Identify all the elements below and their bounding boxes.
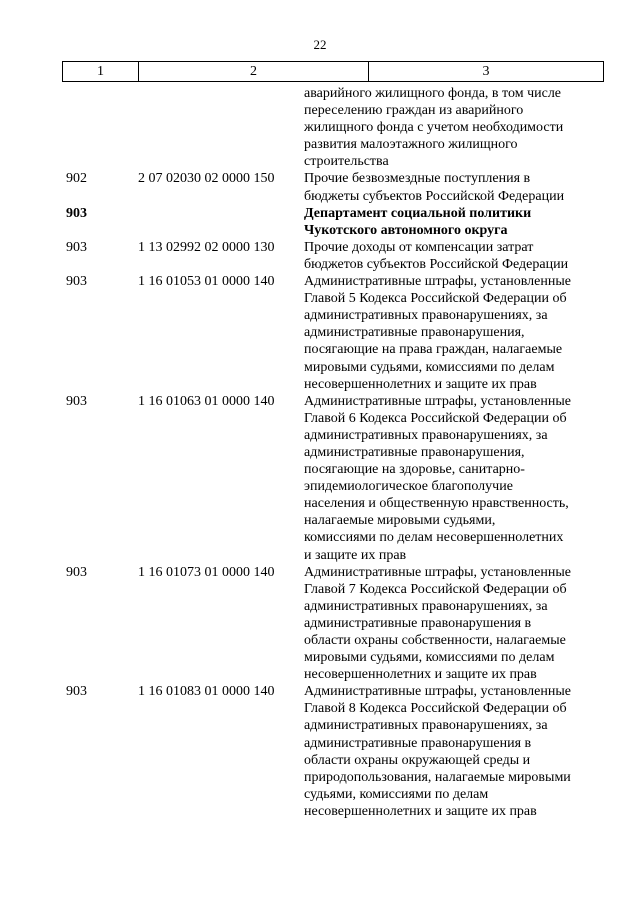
revenue-code-cell: 1 16 01063 01 0000 140 bbox=[138, 393, 275, 409]
revenue-name-line: административных правонарушениях, за bbox=[304, 308, 548, 324]
revenue-name-cell bbox=[304, 239, 602, 273]
revenue-name-line: бюджеты субъектов Российской Федерации bbox=[304, 188, 565, 204]
revenue-name-line: административных правонарушениях, за bbox=[304, 718, 548, 734]
revenue-code-cell: 1 16 01053 01 0000 140 bbox=[138, 274, 275, 290]
revenue-name-line: несовершеннолетних и защите их прав bbox=[304, 667, 537, 683]
revenue-name-line: административных правонарушениях, за bbox=[304, 598, 548, 614]
admin-code-cell: 903 bbox=[66, 205, 87, 221]
revenue-name-line: Главой 7 Кодекса Российской Федерации об bbox=[304, 581, 567, 597]
revenue-code-cell: 1 16 01083 01 0000 140 bbox=[138, 684, 275, 700]
revenue-name-line: жилищного фонда с учетом необходимости bbox=[304, 120, 564, 136]
admin-code-cell: 902 bbox=[66, 171, 87, 187]
revenue-name-line: бюджетов субъектов Российской Федерации bbox=[304, 256, 569, 272]
revenue-name-line: Главой 8 Кодекса Российской Федерации об bbox=[304, 701, 567, 717]
table-row bbox=[0, 564, 640, 684]
revenue-name-line: административные правонарушения в bbox=[304, 735, 532, 751]
table-row bbox=[0, 170, 640, 204]
revenue-name-line: административные правонарушения, bbox=[304, 325, 525, 341]
revenue-name-line: Административные штрафы, установленные bbox=[304, 564, 571, 580]
revenue-name-cell bbox=[304, 273, 602, 393]
revenue-name-cell bbox=[304, 683, 602, 820]
revenue-name-line: природопользования, налагаемые мировыми bbox=[304, 769, 571, 785]
revenue-name-line: Административные штрафы, установленные bbox=[304, 393, 571, 409]
revenue-code-cell bbox=[138, 205, 304, 239]
revenue-table-body bbox=[0, 85, 640, 820]
revenue-name-line: развития малоэтажного жилищного bbox=[304, 137, 518, 153]
revenue-name-line: комиссиями по делам несовершеннолетних bbox=[304, 530, 564, 546]
revenue-name-line: несовершеннолетних и защите их прав bbox=[304, 376, 537, 392]
revenue-name-line: мировыми судьями, комиссиями по делам bbox=[304, 650, 555, 666]
revenue-name-line: мировыми судьями, комиссиями по делам bbox=[304, 359, 555, 375]
table-row bbox=[0, 683, 640, 820]
table-row bbox=[0, 393, 640, 564]
revenue-name-cell bbox=[304, 85, 602, 170]
revenue-name-line: административные правонарушения, bbox=[304, 444, 525, 460]
table-row bbox=[0, 239, 640, 273]
table-row bbox=[0, 273, 640, 393]
revenue-name-line: Чукотского автономного округа bbox=[304, 222, 508, 238]
revenue-code-cell: 2 07 02030 02 0000 150 bbox=[138, 171, 275, 187]
revenue-name-line: Прочие безвозмездные поступления в bbox=[304, 171, 531, 187]
revenue-name-cell bbox=[304, 170, 602, 204]
admin-code-cell: 903 bbox=[66, 393, 87, 409]
revenue-name-cell bbox=[304, 393, 602, 564]
revenue-name-line: области охраны собственности, налагаемые bbox=[304, 633, 566, 648]
revenue-name-line: Главой 6 Кодекса Российской Федерации об bbox=[304, 410, 567, 426]
revenue-name-line: административные правонарушения в bbox=[304, 615, 532, 631]
admin-code-cell: 903 bbox=[66, 684, 87, 700]
column-header-2: 2 bbox=[139, 62, 369, 81]
table-row bbox=[0, 85, 640, 170]
column-header-3: 3 bbox=[482, 64, 490, 79]
revenue-name-line: Административные штрафы, установленные bbox=[304, 684, 571, 700]
page-number: 22 bbox=[313, 37, 327, 52]
revenue-name-line: несовершеннолетних и защите их прав bbox=[304, 803, 537, 819]
revenue-name-line: эпидемиологическое благополучие bbox=[304, 479, 513, 495]
revenue-name-line: Административные штрафы, установленные bbox=[304, 274, 571, 290]
admin-code-cell bbox=[0, 85, 138, 170]
revenue-name-line: переселению граждан из аварийного bbox=[304, 103, 524, 119]
revenue-name-line: административных правонарушениях, за bbox=[304, 427, 548, 443]
revenue-name-line: строительства bbox=[304, 154, 389, 170]
revenue-name-line: и защите их прав bbox=[304, 547, 407, 563]
revenue-code-cell: 1 13 02992 02 0000 130 bbox=[138, 239, 275, 255]
admin-code-cell: 903 bbox=[66, 274, 87, 290]
revenue-name-line: населения и общественную нравственность, bbox=[304, 496, 569, 512]
revenue-name-line: области охраны окружающей среды и bbox=[304, 752, 531, 768]
revenue-code-cell bbox=[138, 85, 304, 170]
revenue-name-line: судьями, комиссиями по делам bbox=[304, 786, 489, 802]
revenue-name-line: Главой 5 Кодекса Российской Федерации об bbox=[304, 291, 567, 307]
revenue-name-cell bbox=[304, 205, 602, 239]
revenue-name-line: Прочие доходы от компенсации затрат bbox=[304, 239, 534, 255]
revenue-name-line: Департамент социальной политики bbox=[304, 205, 532, 221]
revenue-name-line: налагаемые мировыми судьями, bbox=[304, 513, 496, 529]
admin-code-cell: 903 bbox=[66, 564, 87, 580]
revenue-name-line: аварийного жилищного фонда, в том числе bbox=[304, 86, 562, 101]
department-heading-row bbox=[0, 205, 640, 239]
revenue-name-line: посягающие на здоровье, санитарно- bbox=[304, 462, 525, 478]
admin-code-cell: 903 bbox=[66, 239, 87, 255]
revenue-name-line: посягающие на права граждан, налагаемые bbox=[304, 342, 563, 358]
revenue-code-cell: 1 16 01073 01 0000 140 bbox=[138, 564, 275, 580]
revenue-name-cell bbox=[304, 564, 602, 684]
column-header-1: 1 bbox=[63, 62, 139, 81]
table-header bbox=[62, 61, 604, 82]
